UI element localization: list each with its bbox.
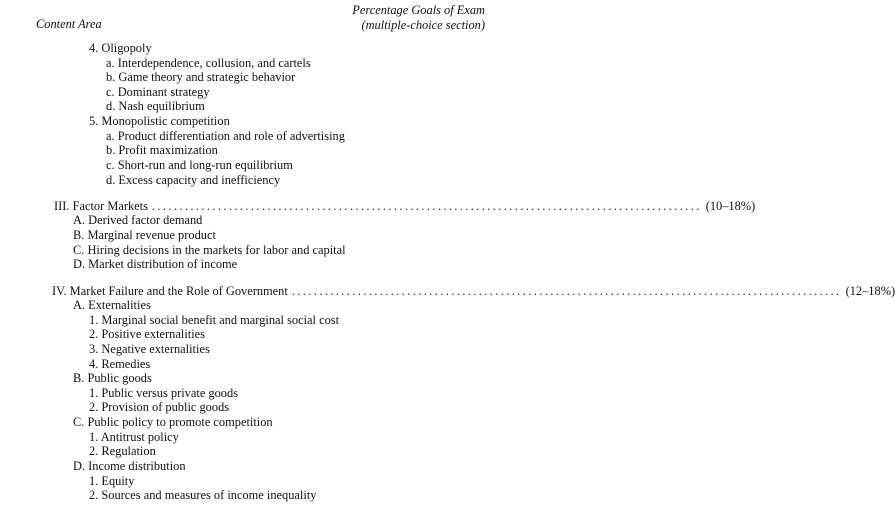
public-policy-item: 1. Antitrust policy xyxy=(89,430,179,444)
monopolistic-heading: 5. Monopolistic competition xyxy=(89,114,230,128)
oligopoly-item: d. Nash equilibrium xyxy=(106,99,205,113)
externalities-item: 1. Marginal social benefit and marginal social cost xyxy=(89,313,340,327)
public-policy-item: 2. Regulation xyxy=(89,444,156,458)
section-iii-item: C. Hiring decisions in the markets for labor and capital xyxy=(73,243,346,257)
externalities-item: 4. Remedies xyxy=(89,357,151,371)
public-goods-heading: B. Public goods xyxy=(73,371,152,385)
public-policy-heading: C. Public policy to promote competition xyxy=(73,415,273,429)
externalities-item: 2. Positive externalities xyxy=(89,327,205,341)
income-distribution-heading: D. Income distribution xyxy=(73,459,186,473)
monopolistic-item: b. Profit maximization xyxy=(106,143,218,157)
section-iii-percent: (10–18%) xyxy=(705,199,756,213)
income-distribution-item: 1. Equity xyxy=(89,474,135,488)
monopolistic-item: a. Product differentiation and role of advertising xyxy=(106,129,345,143)
section-iv-heading xyxy=(52,284,895,299)
section-iii-item: A. Derived factor demand xyxy=(73,213,203,227)
percentage-goals-title: Percentage Goals of Exam xyxy=(352,3,485,17)
leader-dots: .................................................................................................... xyxy=(151,199,702,213)
monopolistic-item: d. Excess capacity and inefficiency xyxy=(106,173,281,187)
content-area-header: Content Area xyxy=(36,17,102,31)
monopolistic-item: c. Short-run and long-run equilibrium xyxy=(106,158,293,172)
section-iii-heading xyxy=(54,199,756,214)
income-distribution-item: 2. Sources and measures of income inequality xyxy=(89,488,317,502)
section-iv-title: IV. Market Failure and the Role of Government xyxy=(52,284,288,298)
public-goods-item: 1. Public versus private goods xyxy=(89,386,239,400)
oligopoly-item: c. Dominant strategy xyxy=(106,85,210,99)
externalities-heading: A. Externalities xyxy=(73,298,151,312)
section-iii-item: B. Marginal revenue product xyxy=(73,228,216,242)
oligopoly-item: a. Interdependence, collusion, and cartels xyxy=(106,56,311,70)
section-iii-title: III. Factor Markets xyxy=(54,199,148,213)
percentage-goals-subtitle: (multiple-choice section) xyxy=(361,17,485,32)
leader-dots: .................................................................................................... xyxy=(291,284,842,298)
externalities-item: 3. Negative externalities xyxy=(89,342,210,356)
section-iii-item: D. Market distribution of income xyxy=(73,257,238,271)
section-iv-percent: (12–18%) xyxy=(845,284,895,298)
public-goods-item: 2. Provision of public goods xyxy=(89,400,230,414)
oligopoly-item: b. Game theory and strategic behavior xyxy=(106,70,296,84)
oligopoly-heading: 4. Oligopoly xyxy=(89,41,152,55)
percentage-goals-header xyxy=(352,3,485,32)
